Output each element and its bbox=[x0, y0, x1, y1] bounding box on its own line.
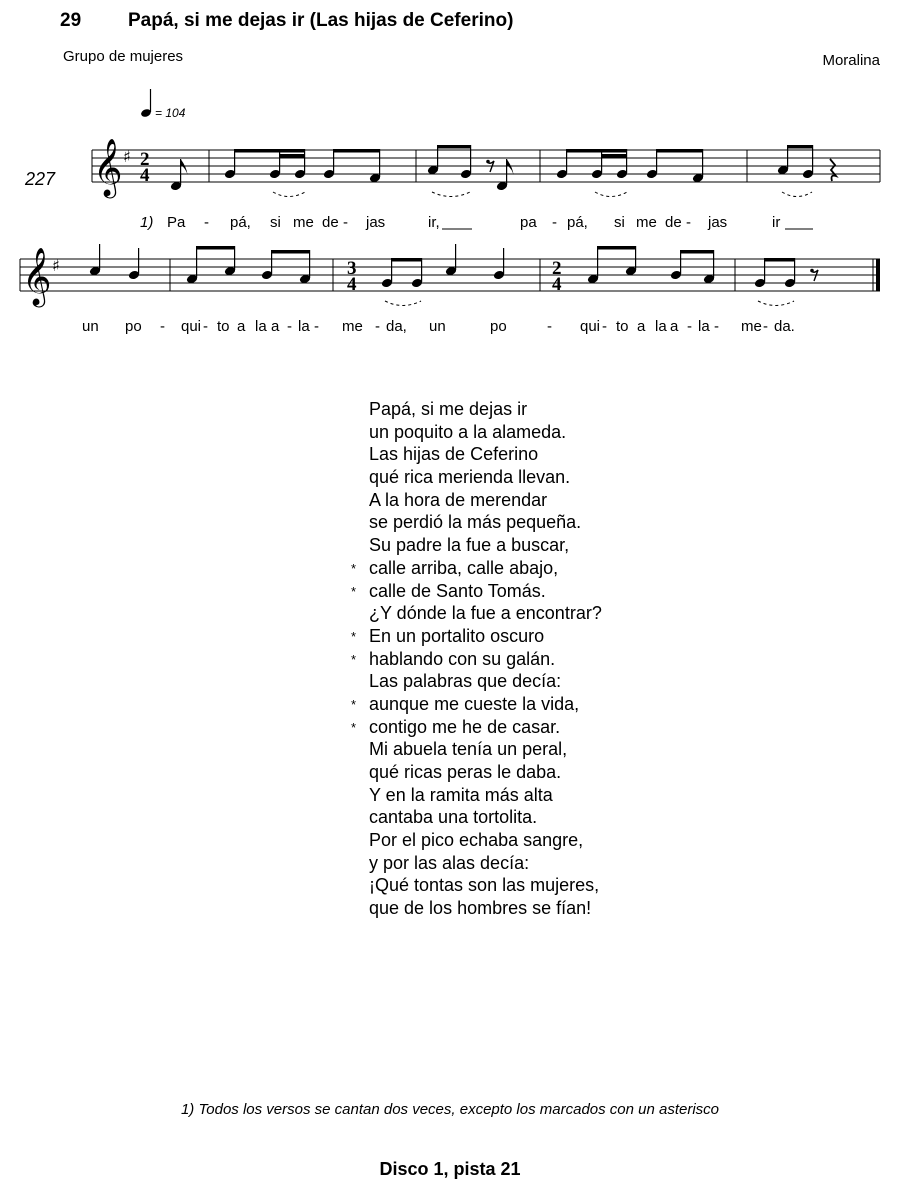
lyric-syllable: de bbox=[665, 214, 682, 231]
lyric-syllable: qui bbox=[181, 318, 202, 335]
verse-text: A la hora de merendar bbox=[369, 489, 548, 510]
lyric-syllable: a bbox=[237, 318, 246, 335]
slur bbox=[432, 192, 470, 197]
verse-line bbox=[369, 738, 602, 761]
lyric-syllable: - bbox=[714, 318, 719, 335]
verse-line bbox=[369, 670, 602, 693]
beam bbox=[334, 149, 380, 153]
verse-line bbox=[369, 421, 602, 444]
staff-1 bbox=[92, 150, 880, 182]
verse-text: calle arriba, calle abajo, bbox=[369, 557, 559, 578]
time-signature-top: 2 bbox=[552, 258, 562, 279]
lyric-syllable: a bbox=[271, 318, 280, 335]
song-title: Papá, si me dejas ir (Las hijas de Ceferino) bbox=[128, 10, 514, 31]
beam bbox=[280, 154, 305, 158]
beam bbox=[567, 149, 627, 153]
verse-text: cantaba una tortolita. bbox=[369, 807, 538, 828]
verse-line bbox=[369, 398, 602, 421]
song-number: 29 bbox=[60, 10, 82, 31]
lyric-syllable: - bbox=[343, 214, 348, 231]
beam bbox=[598, 246, 636, 250]
lyric-syllable: de bbox=[322, 214, 339, 231]
verse-line bbox=[369, 511, 602, 534]
slur bbox=[758, 301, 794, 306]
verses-block bbox=[351, 398, 602, 920]
lyric-syllable: la bbox=[255, 318, 267, 335]
lyric-syllable: - bbox=[204, 214, 209, 231]
asterisk-mark: * bbox=[351, 651, 357, 667]
lyric-syllable: - bbox=[763, 318, 768, 335]
verse-text: Por el pico echaba sangre, bbox=[369, 830, 584, 851]
lyric-syllable: - bbox=[160, 318, 165, 335]
example-number: 227 bbox=[25, 169, 56, 189]
verse-line bbox=[369, 874, 602, 897]
lyric-syllable: me bbox=[741, 318, 762, 335]
beam bbox=[272, 250, 310, 254]
lyric-syllable: pa bbox=[520, 214, 537, 231]
note-flag bbox=[507, 159, 514, 175]
verse-line bbox=[369, 489, 602, 512]
slur bbox=[595, 192, 627, 197]
verse-text: Mi abuela tenía un peral, bbox=[369, 739, 568, 760]
time-signature-bottom: 4 bbox=[140, 165, 150, 186]
lyric-syllable: jas bbox=[708, 214, 728, 231]
time-signature-top: 2 bbox=[140, 149, 150, 170]
lyric-syllable: la bbox=[655, 318, 667, 335]
note-flag bbox=[181, 159, 188, 175]
beam bbox=[681, 250, 714, 254]
verse-text: hablando con su galán. bbox=[369, 648, 556, 669]
verse-line bbox=[351, 693, 602, 716]
key-sharp: ♯ bbox=[52, 256, 60, 275]
lyric-syllable: un bbox=[429, 318, 446, 335]
verse-line bbox=[351, 625, 602, 648]
tempo-value: = 104 bbox=[155, 106, 186, 120]
disc-track: Disco 1, pista 21 bbox=[379, 1159, 521, 1179]
beam bbox=[602, 154, 627, 158]
lyric-syllable: - bbox=[203, 318, 208, 335]
asterisk-mark: * bbox=[351, 719, 357, 735]
verse-text: se perdió la más pequeña. bbox=[369, 512, 582, 533]
time-signature-bottom: 4 bbox=[347, 274, 357, 295]
lyric-syllable: pá, bbox=[230, 214, 251, 231]
lyric-syllable: a bbox=[637, 318, 646, 335]
tempo-marking bbox=[140, 89, 186, 120]
staff-2 bbox=[20, 259, 880, 291]
asterisk-mark: * bbox=[351, 628, 357, 644]
time-signature-top: 3 bbox=[347, 258, 357, 279]
verse-text: Su padre la fue a buscar, bbox=[369, 535, 570, 556]
lyric-syllable: - bbox=[314, 318, 319, 335]
lyric-syllable: - bbox=[686, 214, 691, 231]
beam bbox=[392, 258, 422, 262]
asterisk-mark: * bbox=[351, 560, 357, 576]
footnote-mark: 1) bbox=[140, 214, 154, 231]
verse-text: Las palabras que decía: bbox=[369, 671, 562, 692]
performers-label: Grupo de mujeres bbox=[63, 48, 184, 65]
lyric-syllable: me bbox=[636, 214, 657, 231]
lyric-syllable: da, bbox=[386, 318, 407, 335]
verse-line bbox=[369, 806, 602, 829]
verse-text: qué ricas peras le daba. bbox=[369, 762, 562, 782]
quarter-rest bbox=[830, 159, 836, 181]
beam bbox=[788, 145, 813, 149]
lyric-syllable: la bbox=[298, 318, 310, 335]
lyric-syllable: qui bbox=[580, 318, 601, 335]
key-sharp: ♯ bbox=[123, 147, 131, 166]
slur bbox=[782, 192, 812, 197]
treble-clef: 𝄞 bbox=[93, 138, 123, 196]
verse-text: calle de Santo Tomás. bbox=[369, 580, 546, 601]
lyric-syllable: po bbox=[125, 318, 142, 335]
verse-text: ¿Y dónde la fue a encontrar? bbox=[369, 603, 602, 624]
beam bbox=[235, 149, 305, 153]
lyric-syllable: si bbox=[270, 214, 281, 231]
slur bbox=[385, 301, 421, 306]
beam bbox=[765, 258, 795, 262]
verse-text: Y en la ramita más alta bbox=[369, 784, 553, 805]
lyric-syllable: me bbox=[342, 318, 363, 335]
lyric-syllable: si bbox=[614, 214, 625, 231]
asterisk-mark: * bbox=[351, 583, 357, 599]
lyric-syllable: Pa bbox=[167, 214, 186, 231]
verse-line bbox=[369, 761, 602, 784]
verse-line bbox=[369, 466, 602, 489]
verse-line bbox=[369, 602, 602, 625]
place-label: Moralina bbox=[822, 52, 880, 69]
lyric-syllable: a bbox=[670, 318, 679, 335]
verse-line bbox=[351, 648, 602, 671]
lyric-syllable: - bbox=[602, 318, 607, 335]
lyric-syllable: - bbox=[552, 214, 557, 231]
verse-text: que de los hombres se fían! bbox=[369, 898, 592, 919]
verse-text: Las hijas de Ceferino bbox=[369, 444, 539, 465]
verse-text: ¡Qué tontas son las mujeres, bbox=[369, 875, 600, 896]
footnote: 1) Todos los versos se cantan dos veces, excepto los marcados con un asterisco bbox=[180, 1101, 720, 1118]
lyric-syllable: to bbox=[616, 318, 629, 335]
verse-line bbox=[369, 852, 602, 875]
verse-text: aunque me cueste la vida, bbox=[369, 693, 580, 714]
eighth-rest-dot bbox=[486, 160, 490, 164]
treble-clef: 𝄞 bbox=[22, 247, 52, 305]
verse-line bbox=[369, 897, 602, 920]
lyric-syllable: - bbox=[287, 318, 292, 335]
asterisk-mark: * bbox=[351, 696, 357, 712]
lyric-syllable: ir bbox=[772, 214, 781, 231]
verse-text: y por las alas decía: bbox=[369, 852, 530, 873]
beam bbox=[657, 149, 703, 153]
verse-line bbox=[369, 534, 602, 557]
lyric-syllable: un bbox=[82, 318, 99, 335]
verse-line bbox=[351, 716, 602, 739]
lyric-syllable: - bbox=[375, 318, 380, 335]
lyric-syllable: - bbox=[547, 318, 552, 335]
verse-line bbox=[369, 784, 602, 807]
verse-text: contigo me he de casar. bbox=[369, 716, 561, 737]
lyric-syllable: la bbox=[698, 318, 710, 335]
verse-text: un poquito a la alameda. bbox=[369, 421, 567, 442]
lyric-syllable: jas bbox=[366, 214, 386, 231]
lyric-syllable: - bbox=[687, 318, 692, 335]
verse-text: qué rica merienda llevan. bbox=[369, 467, 571, 488]
lyric-syllable: me bbox=[293, 214, 314, 231]
slur bbox=[273, 192, 305, 197]
verse-line bbox=[369, 443, 602, 466]
music-score bbox=[0, 0, 900, 340]
beam bbox=[197, 246, 235, 250]
lyric-syllable: pá, bbox=[567, 214, 588, 231]
verse-line bbox=[351, 580, 602, 603]
verse-line bbox=[369, 829, 602, 852]
time-signature-bottom: 4 bbox=[552, 274, 562, 295]
verse-line bbox=[351, 557, 602, 580]
lyric-syllable: to bbox=[217, 318, 230, 335]
verse-text: Papá, si me dejas ir bbox=[369, 399, 528, 419]
eighth-rest-dot bbox=[810, 269, 814, 273]
beam bbox=[438, 145, 471, 149]
lyric-syllable: ir, bbox=[428, 214, 440, 231]
verse-text: En un portalito oscuro bbox=[369, 625, 545, 646]
lyric-syllable: da. bbox=[774, 318, 795, 335]
lyric-syllable: po bbox=[490, 318, 507, 335]
